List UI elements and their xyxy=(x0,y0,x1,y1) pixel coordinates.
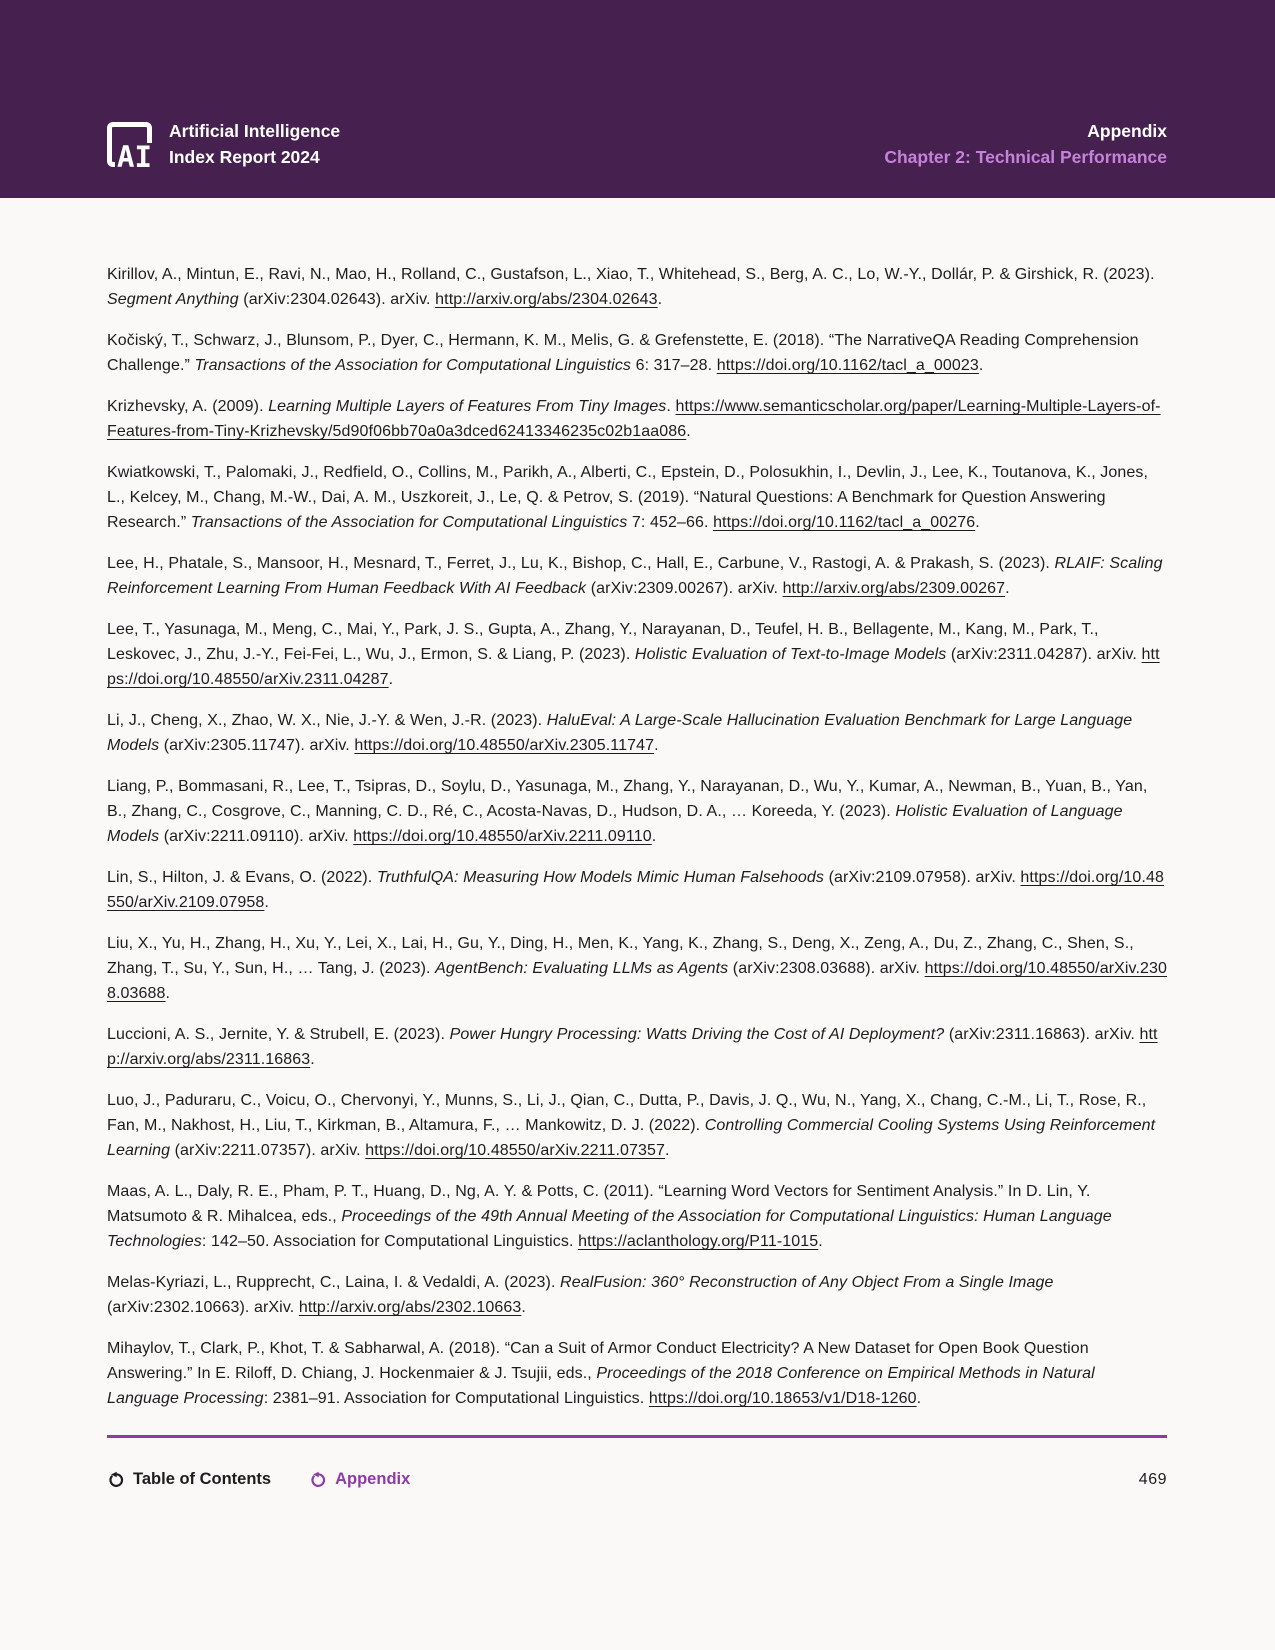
brand xyxy=(107,118,341,174)
reference-text: . xyxy=(1005,580,1010,597)
reference-title: Proceedings of the 2018 Conference on Empirical Methods in Natural Language Processing xyxy=(107,1365,1095,1407)
reference-title: Proceedings of the 49th Annual Meeting of the Association for Computational Linguistics: Human Language Technologies xyxy=(107,1208,1112,1250)
reference-link[interactable]: https://doi.org/10.48550/arXiv.2211.09110 xyxy=(353,828,652,845)
reference-text: Melas-Kyriazi, L., Rupprecht, C., Laina, I. & Vedaldi, A. (2023). xyxy=(107,1274,561,1291)
reference-title: Holistic Evaluation of Text-to-Image Models xyxy=(634,646,947,663)
reference-entry xyxy=(107,394,1168,444)
reference-text: Lee, H., Phatale, S., Mansoor, H., Mesnard, T., Ferret, J., Lu, K., Bishop, C., Hall, E., Carbune, V., Rastogi, A. & Prakash, S. (2023). xyxy=(107,555,1055,572)
reference-link[interactable]: https://doi.org/10.48550/arXiv.2311.04287 xyxy=(107,646,1160,688)
header-chapter-label: Chapter 2: Technical Performance xyxy=(884,147,1167,167)
reference-entry xyxy=(107,262,1168,312)
page-number: 469 xyxy=(1138,1470,1167,1488)
reference-text: 6: 317–28. xyxy=(631,357,717,374)
reference-text: . xyxy=(975,514,980,531)
reference-text: (arXiv:2302.10663). arXiv. xyxy=(107,1299,299,1316)
reference-entry xyxy=(107,1179,1168,1254)
reference-text: . xyxy=(654,737,659,754)
reference-entry xyxy=(107,1022,1168,1072)
header-band xyxy=(0,0,1275,198)
reference-title: RLAIF: Scaling Reinforcement Learning From Human Feedback With AI Feedback xyxy=(107,555,1163,597)
reference-text: . xyxy=(665,1142,670,1159)
reference-text: . xyxy=(686,423,691,440)
reference-text: Krizhevsky, A. (2009). xyxy=(107,398,269,415)
reference-text: (arXiv:2304.02643). arXiv. xyxy=(238,291,436,308)
reference-text: Mihaylov, T., Clark, P., Khot, T. & Sabharwal, A. (2018). “Can a Suit of Armor Conduct Electricity? A New Dataset for Open Book Question Answering.” In E. Riloff, D. Chiang, J. Hockenmaier & J. Tsujii, eds., xyxy=(107,1340,1089,1382)
reference-link[interactable]: https://doi.org/10.48550/arXiv.2211.07357 xyxy=(365,1142,666,1159)
reference-entry xyxy=(107,460,1168,535)
reference-text: (arXiv:2311.16863). arXiv. xyxy=(944,1026,1140,1043)
reference-entry xyxy=(107,1088,1168,1163)
return-arrow-icon xyxy=(309,1471,326,1488)
footer-row xyxy=(107,1470,1167,1489)
reference-title: Controlling Commercial Cooling Systems Using Reinforcement Learning xyxy=(107,1117,1156,1159)
reference-link[interactable]: https://doi.org/10.48550/arXiv.2109.07958 xyxy=(107,869,1164,911)
reference-text: . xyxy=(818,1233,823,1250)
reference-text: (arXiv:2211.09110). arXiv. xyxy=(159,828,354,845)
reference-entry xyxy=(107,774,1168,849)
brand-text xyxy=(169,118,340,170)
reference-text: Lee, T., Yasunaga, M., Meng, C., Mai, Y., Park, J. S., Gupta, A., Zhang, Y., Narayanan, D., Teufel, H. B., Bellagente, M., Kang, M., Park, T., Leskovec, J., Zhu, J.-Y., Fei-Fei, L., Wu, J., Ermon, S. & Liang, P. (2023). xyxy=(107,621,1099,663)
reference-title: HaluEval: A Large-Scale Hallucination Evaluation Benchmark for Large Language Models xyxy=(107,712,1133,754)
reference-text: Lin, S., Hilton, J. & Evans, O. (2022). xyxy=(107,869,377,886)
footer-divider xyxy=(107,1435,1167,1438)
references-list xyxy=(0,198,1275,1411)
reference-text: (arXiv:2211.07357). arXiv. xyxy=(170,1142,366,1159)
reference-link[interactable]: https://www.semanticscholar.org/paper/Learning-Multiple-Layers-of-Features-from-Tiny-Krizhevsky/5d90f06bb70a0a3dced62413346235c02b1aa086 xyxy=(107,398,1161,440)
reference-title: RealFusion: 360° Reconstruction of Any Object From a Single Image xyxy=(560,1274,1054,1291)
reference-link[interactable]: http://arxiv.org/abs/2304.02643 xyxy=(435,291,658,308)
reference-text: (arXiv:2311.04287). arXiv. xyxy=(946,646,1142,663)
reference-link[interactable]: https://doi.org/10.1162/tacl_a_00276 xyxy=(713,514,976,531)
header-right xyxy=(884,118,1167,170)
ai-index-logo-icon xyxy=(107,122,152,174)
page-footer xyxy=(0,1435,1275,1489)
reference-link[interactable]: https://doi.org/10.48550/arXiv.2305.11747 xyxy=(354,737,655,754)
reference-text: 7: 452–66. xyxy=(627,514,714,531)
return-arrow-icon xyxy=(107,1471,124,1488)
reference-text: . xyxy=(165,985,171,1002)
reference-text: (arXiv:2305.11747). arXiv. xyxy=(159,737,355,754)
reference-title: Transactions of the Association for Computational Linguistics xyxy=(190,514,628,531)
header-section-label: Appendix xyxy=(1087,121,1167,141)
reference-text: . xyxy=(388,671,394,688)
reference-title: TruthfulQA: Measuring How Models Mimic Human Falsehoods xyxy=(376,869,825,886)
reference-text: . xyxy=(978,357,984,374)
reference-title: Learning Multiple Layers of Features From Tiny Images xyxy=(268,398,667,415)
reference-text: (arXiv:2109.07958). arXiv. xyxy=(824,869,1021,886)
reference-text: . xyxy=(666,398,676,415)
reference-text: Luo, J., Paduraru, C., Voicu, O., Chervonyi, Y., Munns, S., Li, J., Qian, C., Dutta, P., Davis, J. Q., Wu, N., Yang, X., Chang, C.-M., Li, T., Rose, R., Fan, M., Nakhost, H., Liu, T., Kirkman, B., Altamura, F., … Mankowitz, D. J. (2022). xyxy=(107,1092,1147,1134)
reference-link[interactable]: https://doi.org/10.1162/tacl_a_00023 xyxy=(716,357,979,374)
reference-link[interactable]: http://arxiv.org/abs/2309.00267 xyxy=(782,580,1006,597)
reference-link[interactable]: https://aclanthology.org/P11-1015 xyxy=(578,1233,819,1250)
appendix-link[interactable] xyxy=(309,1470,410,1489)
reference-text: (arXiv:2309.00267). arXiv. xyxy=(586,580,783,597)
reference-entry xyxy=(107,931,1168,1006)
logo-letters: AI xyxy=(117,140,152,174)
reference-link[interactable]: https://doi.org/10.18653/v1/D18-1260 xyxy=(648,1390,917,1407)
reference-text: . xyxy=(657,291,663,308)
reference-text: Liu, X., Yu, H., Zhang, H., Xu, Y., Lei, X., Lai, H., Gu, Y., Ding, H., Men, K., Yang, K., Zhang, S., Deng, X., Zeng, A., Du, Z., Zhang, C., Shen, S., Zhang, T., Su, Y., Sun, H., … Tang, J. (2023). xyxy=(107,935,1134,977)
reference-entry xyxy=(107,1336,1168,1411)
reference-title: Segment Anything xyxy=(107,291,239,308)
reference-text: Li, J., Cheng, X., Zhao, W. X., Nie, J.-Y. & Wen, J.-R. (2023). xyxy=(107,712,547,729)
reference-entry xyxy=(107,708,1168,758)
reference-text: . xyxy=(651,828,657,845)
reference-text: (arXiv:2308.03688). arXiv. xyxy=(728,960,925,977)
reference-text: : 142–50. Association for Computational Linguistics. xyxy=(201,1233,579,1250)
reference-link[interactable]: http://arxiv.org/abs/2302.10663 xyxy=(298,1299,522,1316)
reference-text: Luccioni, A. S., Jernite, Y. & Strubell, E. (2023). xyxy=(107,1026,450,1043)
reference-text: . xyxy=(310,1051,315,1068)
reference-title: AgentBench: Evaluating LLMs as Agents xyxy=(435,960,729,977)
brand-line-2: Index Report 2024 xyxy=(169,147,320,167)
reference-title: Power Hungry Processing: Watts Driving the Cost of AI Deployment? xyxy=(449,1026,945,1043)
brand-line-1: Artificial Intelligence xyxy=(169,121,341,141)
reference-text: . xyxy=(916,1390,922,1407)
reference-title: Holistic Evaluation of Language Models xyxy=(107,803,1123,845)
reference-text: Kočiský, T., Schwarz, J., Blunsom, P., Dyer, C., Hermann, K. M., Melis, G. & Grefenstette, E. (2018). “The NarrativeQA Reading Comprehension Challenge.” xyxy=(107,332,1139,374)
reference-title: Transactions of the Association for Computational Linguistics xyxy=(194,357,632,374)
reference-link[interactable]: http://arxiv.org/abs/2311.16863 xyxy=(107,1026,1158,1068)
reference-entry xyxy=(107,617,1168,692)
reference-text: Liang, P., Bommasani, R., Lee, T., Tsipras, D., Soylu, D., Yasunaga, M., Zhang, Y., Narayanan, D., Wu, Y., Kumar, A., Newman, B., Yuan, B., Yan, B., Zhang, C., Cosgrove, C., Manning, C. D., Ré, C., Acosta-Navas, D., Hudson, D. A., … Koreeda, Y. (2023). xyxy=(107,778,1148,820)
table-of-contents-label: Table of Contents xyxy=(133,1470,272,1488)
reference-text: Kirillov, A., Mintun, E., Ravi, N., Mao, H., Rolland, C., Gustafson, L., Xiao, T., Whitehead, S., Berg, A. C., Lo, W.-Y., Dollár, P. & Girshick, R. (2023). xyxy=(107,266,1155,283)
reference-link[interactable]: https://doi.org/10.48550/arXiv.2308.03688 xyxy=(107,960,1168,1002)
reference-entry xyxy=(107,1270,1168,1320)
reference-entry xyxy=(107,551,1168,601)
reference-text: Kwiatkowski, T., Palomaki, J., Redfield, O., Collins, M., Parikh, A., Alberti, C., Epstein, D., Polosukhin, I., Devlin, J., Lee, K., Toutanova, K., Jones, L., Kelcey, M., Chang, M.-W., Dai, A. M., Uszkoreit, J., Le, Q. & Petrov, S. (2019). “Natural Questions: A Benchmark for Question Answering Research.” xyxy=(107,464,1149,531)
reference-text: . xyxy=(521,1299,526,1316)
reference-text: Maas, A. L., Daly, R. E., Pham, P. T., Huang, D., Ng, A. Y. & Potts, C. (2011). “Learning Word Vectors for Sentiment Analysis.” In D. Lin, Y. Matsumoto & R. Mihalcea, eds., xyxy=(107,1183,1091,1225)
reference-entry xyxy=(107,328,1168,378)
reference-text: . xyxy=(264,894,269,911)
appendix-label: Appendix xyxy=(335,1470,411,1488)
reference-text: : 2381–91. Association for Computational Linguistics. xyxy=(263,1390,649,1407)
table-of-contents-link[interactable] xyxy=(107,1470,271,1489)
reference-entry xyxy=(107,865,1168,915)
